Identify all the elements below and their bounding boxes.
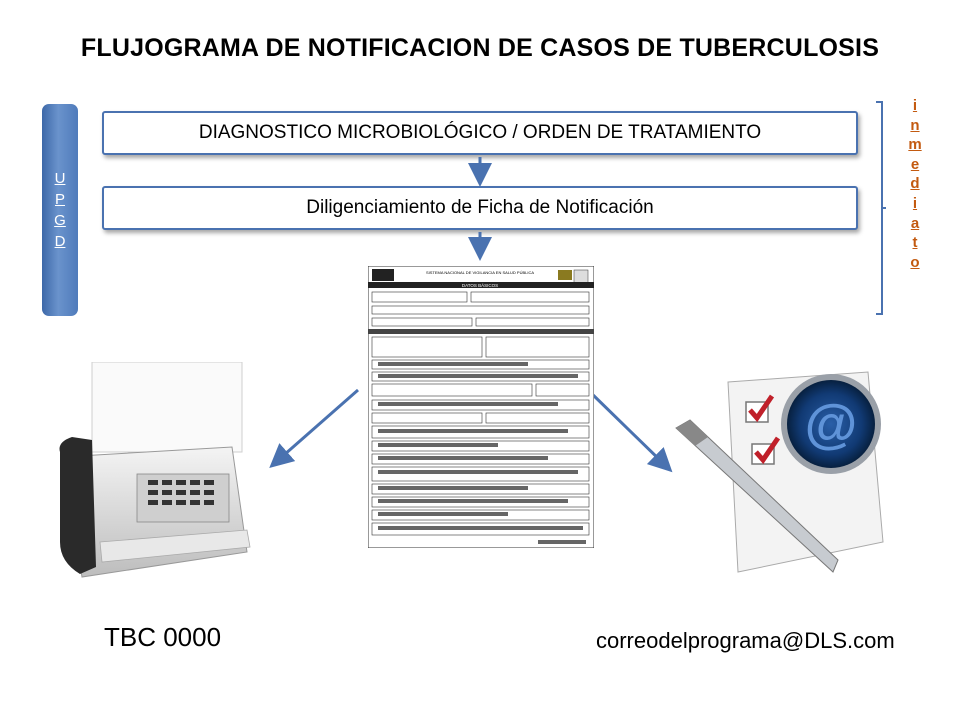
step-diagnosis-box: DIAGNOSTICO MICROBIOLÓGICO / ORDEN DE TRATAMIENTO xyxy=(102,111,858,155)
fax-machine-icon xyxy=(52,362,252,582)
upgd-letter: D xyxy=(54,233,66,250)
step-form-fill-box: Diligenciamiento de Ficha de Notificación xyxy=(102,186,858,230)
svg-text:@: @ xyxy=(804,394,858,454)
upgd-letter: G xyxy=(54,212,66,229)
timing-letter: o xyxy=(910,253,920,271)
email-address[interactable]: correodelprograma@DLS.com xyxy=(596,628,895,653)
timing-letter: t xyxy=(912,234,918,252)
upgd-letter: U xyxy=(54,170,66,187)
timing-letter: i xyxy=(912,97,918,114)
form-header: SISTEMA NACIONAL DE VIGILANCIA EN SALUD PÚBLICA xyxy=(425,270,535,275)
form-section-basic: DATOS BÁSICOS xyxy=(461,283,499,288)
email-checklist-icon xyxy=(668,362,898,582)
fax-number: TBC 0000 xyxy=(104,622,222,652)
timing-letter: i xyxy=(912,194,918,212)
page-title: FLUJOGRAMA DE NOTIFICACION DE CASOS DE TUBERCULOSIS xyxy=(80,34,880,62)
timing-letter: m xyxy=(908,136,922,154)
timing-letter: d xyxy=(910,175,920,193)
timing-letter: a xyxy=(910,214,920,232)
arrow-to-fax xyxy=(276,390,358,462)
notification-form-document xyxy=(368,266,594,548)
timing-letter: n xyxy=(910,116,920,134)
arrow-to-email xyxy=(590,392,666,466)
upgd-letter: P xyxy=(54,191,65,208)
timing-letter: e xyxy=(910,155,920,173)
